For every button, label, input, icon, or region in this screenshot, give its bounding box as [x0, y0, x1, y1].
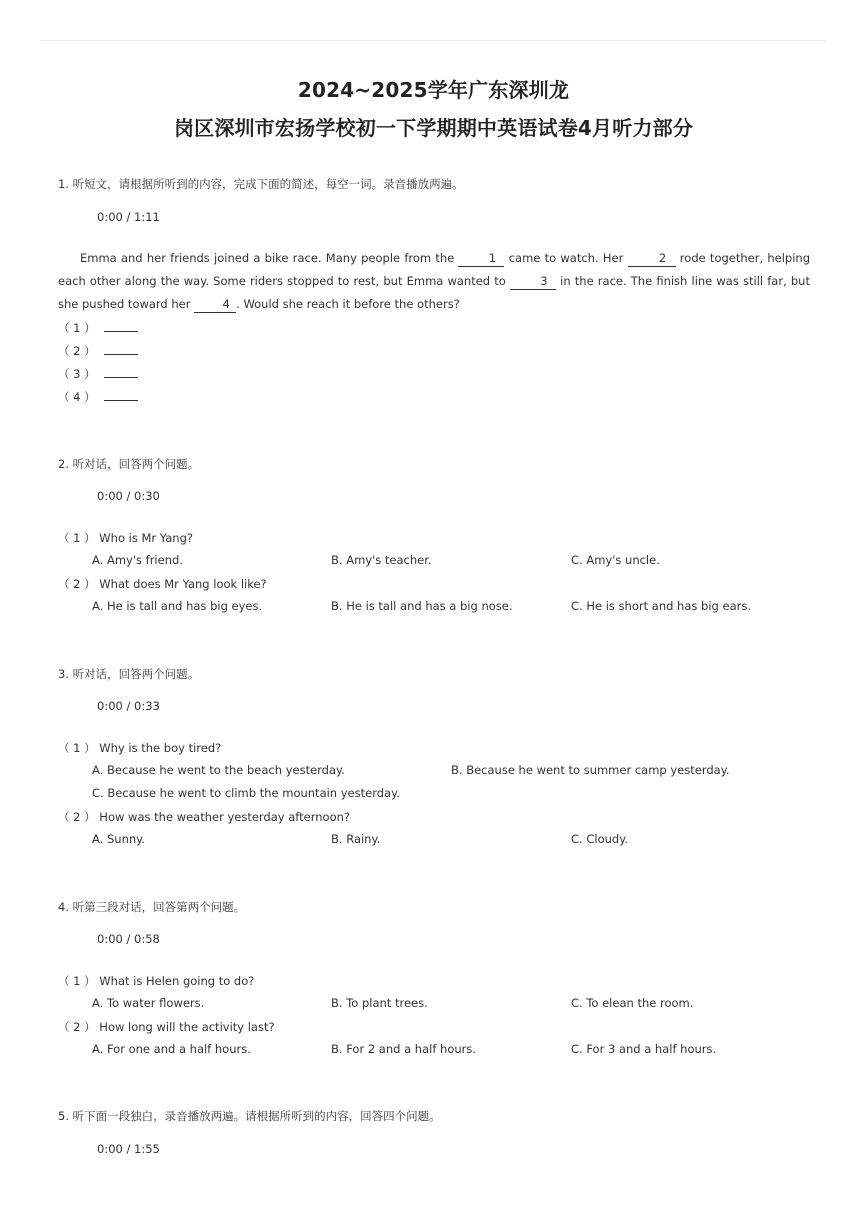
sub-question-text: How long will the activity last? — [99, 1020, 275, 1034]
option-b[interactable]: B. To plant trees. — [331, 996, 428, 1010]
answer-line[interactable] — [104, 367, 138, 378]
option-a[interactable]: A. Amy's friend. — [92, 553, 183, 567]
answer-line[interactable] — [104, 390, 138, 401]
answer-number: （ 3 ） — [58, 367, 96, 381]
option-c[interactable]: C. Amy's uncle. — [571, 553, 660, 567]
option-b[interactable]: B. For 2 and a half hours. — [331, 1042, 477, 1056]
passage-text: Emma and her friends joined a bike race. Many people from the — [80, 251, 459, 265]
answer-number: （ 2 ） — [58, 344, 96, 358]
answer-row-2[interactable] — [58, 343, 138, 359]
option-c[interactable]: C. Cloudy. — [571, 832, 629, 846]
sub-question-number: （ 1 ） — [58, 974, 96, 988]
sub-question-number: （ 1 ） — [58, 531, 96, 545]
answer-number: （ 4 ） — [58, 390, 96, 404]
question-3-audio-time[interactable]: 0:00 / 0:33 — [97, 699, 160, 713]
option-c[interactable]: C. To elean the room. — [571, 996, 694, 1010]
passage-text: came to watch. Her — [504, 251, 628, 265]
page-top-divider — [40, 40, 827, 41]
question-2-audio-time[interactable]: 0:00 / 0:30 — [97, 489, 160, 503]
passage-text: . Would she reach it before the others? — [236, 297, 460, 311]
passage-text: in the race. The finish line was still far, but she pushed toward her — [58, 274, 810, 311]
page-title-line-1: 2024~2025学年广东深圳龙 — [297, 78, 570, 102]
question-3-header: 3. 听对话，回答两个问题。 — [58, 667, 200, 681]
option-a[interactable]: A. To water flowers. — [92, 996, 205, 1010]
option-a[interactable]: A. Sunny. — [92, 832, 145, 846]
option-a[interactable]: A. Because he went to the beach yesterday. — [92, 763, 345, 777]
blank-2: 2 — [628, 251, 676, 267]
question-4-sub-2 — [58, 1019, 275, 1035]
passage-text: rode together, helping each other along the way. Some riders stopped to rest, but Emma wanted to — [58, 251, 810, 288]
sub-question-text: How was the weather yesterday afternoon? — [99, 810, 351, 824]
blank-1: 1 — [458, 251, 504, 267]
question-4-header: 4. 听第三段对话，回答第两个问题。 — [58, 900, 246, 914]
option-b[interactable]: B. He is tall and has a big nose. — [331, 599, 513, 613]
question-5-audio-time[interactable]: 0:00 / 1:55 — [97, 1142, 160, 1156]
question-3-sub-1 — [58, 740, 221, 756]
question-1-passage — [58, 247, 810, 316]
question-2-sub-1 — [58, 530, 193, 546]
sub-question-number: （ 1 ） — [58, 741, 96, 755]
sub-question-number: （ 2 ） — [58, 810, 96, 824]
answer-number: （ 1 ） — [58, 321, 96, 335]
question-1-audio-time[interactable]: 0:00 / 1:11 — [97, 210, 160, 224]
sub-question-text: Why is the boy tired? — [99, 741, 222, 755]
option-a[interactable]: A. He is tall and has big eyes. — [92, 599, 263, 613]
answer-row-3[interactable] — [58, 366, 138, 382]
question-3-sub-2 — [58, 809, 350, 825]
answer-row-1[interactable] — [58, 320, 138, 336]
option-c[interactable]: C. For 3 and a half hours. — [571, 1042, 717, 1056]
blank-3: 3 — [510, 274, 556, 290]
blank-4: 4 — [194, 297, 236, 313]
sub-question-number: （ 2 ） — [58, 1020, 96, 1034]
question-2-header: 2. 听对话，回答两个问题。 — [58, 457, 200, 471]
sub-question-number: （ 2 ） — [58, 577, 96, 591]
option-c[interactable]: C. He is short and has big ears. — [571, 599, 751, 613]
option-b[interactable]: B. Amy's teacher. — [331, 553, 432, 567]
option-a[interactable]: A. For one and a half hours. — [92, 1042, 251, 1056]
question-1-header: 1. 听短文，请根据所听到的内容，完成下面的简述，每空一词。录音播放两遍。 — [58, 177, 464, 191]
answer-line[interactable] — [104, 321, 138, 332]
option-c[interactable]: C. Because he went to climb the mountain yesterday. — [92, 786, 400, 800]
question-4-audio-time[interactable]: 0:00 / 0:58 — [97, 932, 160, 946]
sub-question-text: What does Mr Yang look like? — [99, 577, 267, 591]
option-b[interactable]: B. Rainy. — [331, 832, 381, 846]
answer-line[interactable] — [104, 344, 138, 355]
sub-question-text: What is Helen going to do? — [99, 974, 255, 988]
question-4-sub-1 — [58, 973, 254, 989]
question-5-header: 5. 听下面一段独白，录音播放两遍。请根据所听到的内容，回答四个问题。 — [58, 1109, 441, 1123]
option-b[interactable]: B. Because he went to summer camp yesterday. — [451, 763, 730, 777]
page-title-line-2: 岗区深圳市宏扬学校初一下学期期中英语试卷4月听力部分 — [173, 116, 694, 140]
sub-question-text: Who is Mr Yang? — [99, 531, 193, 545]
answer-row-4[interactable] — [58, 389, 138, 405]
question-2-sub-2 — [58, 576, 267, 592]
